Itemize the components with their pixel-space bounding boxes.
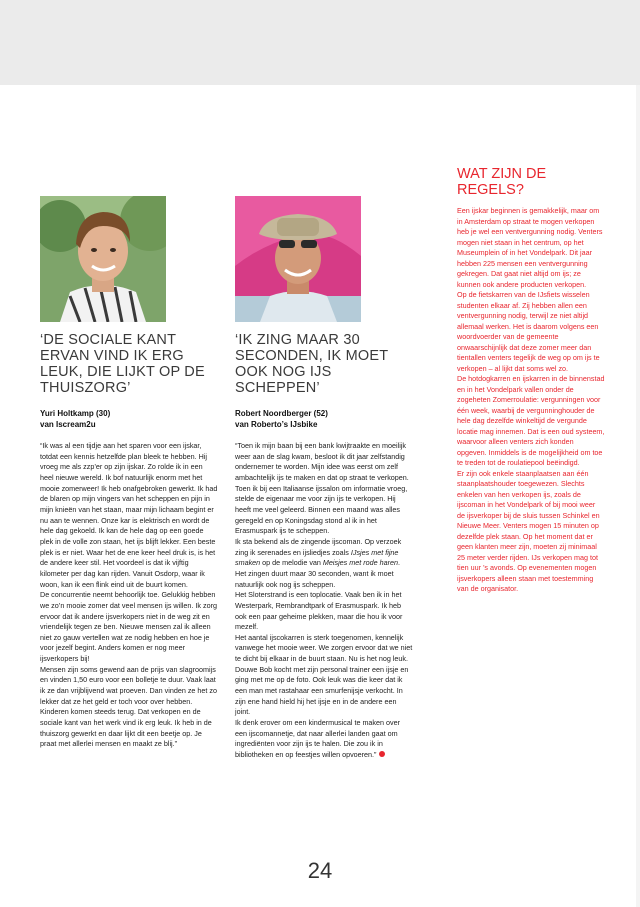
body-paragraph: De concurrentie neemt behoorlijk toe. Gelukkig hebben we zo’n mooie zomer dat veel mensen ijs willen. Ik zorg ervoor dat ik andere ijsverkopers niet in de weg zit en vriendelijk tegen ze ben. Nieuwe mensen zal ik alleen niet zo gauw vertellen wat ze nodig hebben en hoe je voor jezelf begint. Anders komen er nog meer ijsverkopers bij!	[40, 590, 217, 664]
body-paragraph: Mensen zijn soms gewend aan de prijs van slagroomijs en vinden 1,50 euro voor een bolletje te duur. Vaak laat ik ze dan vrijblijvend wat proeven. Dan vinden ze het zo lekker dat ze het geld er toch voor over hebben. Kinderen komen steeds terug. Dat verkopen en de sociale kant van het werk vind ik erg leuk. Ik heb in de thuiszorg gewerkt en daar lijkt dit een beetje op. Je praat met allerlei mensen en maakt ze blij.”	[40, 664, 217, 749]
song-title: Meisjes met rode haren	[322, 558, 399, 568]
pull-quote-robert: ‘IK ZING MAAR 30 SECONDEN, IK MOET OOK NOG IJS SCHEPPEN’	[235, 332, 388, 396]
sidebar-paragraph: Een ijskar beginnen is gemakkelijk, maar om in Amsterdam op straat te mogen verkopen heb je wel een ventvergunning nodig. Venters mogen niet staan in het centrum, op het Museumplein of in het Vondelpark. Dit jaar hebben 225 mensen een ventvergunning gekregen. Dat gaat niet altijd om ijs; ze kunnen ook andere producten verkopen.	[457, 206, 603, 289]
body-paragraph: Het Sloterstrand is een toplocatie. Vaak ben ik in het Westerpark, Rembrandtpark of Erasmuspark. Ik heb ook een paar geheime plekken, maar die hou ik voor mezelf.	[235, 590, 403, 632]
byline-name: Robert Noordberger (52)	[235, 409, 328, 418]
portrait-photo-yuri	[40, 196, 166, 322]
article-body-robert	[235, 441, 413, 761]
page-number: 24	[307, 858, 333, 883]
sidebar-paragraph: De hotdogkarren en ijskarren in de binnenstad en in het Vondelpark vallen onder de zogeheten Zomerroulatie: vergunningen voor één week, waarbij de vergunninghouder de hele dag dezelfde winkeltijd de vergunde locatie mag innemen. Dat is een oud systeem, waarvoor alleen venters zich konden opgeven. Inmiddels is de mogelijkheid om toe te treden tot de roulatiepool beëindigd.	[457, 374, 605, 467]
byline-yuri	[40, 408, 220, 430]
body-text-segment: op de melodie van	[260, 558, 323, 568]
sidebar-heading: WAT ZIJN DE REGELS?	[457, 166, 547, 198]
body-paragraph	[235, 537, 413, 590]
page-edge	[636, 85, 640, 907]
body-text-segment: Ik denk erover om een kindermusical te maken over een ijscomannetje, dat naar allerlei landen gaat om ingrediënten voor zijn ijs te halen. Die zou ik in bibliotheken en op feestjes willen opvoeren.”	[235, 718, 400, 760]
byline-name: Yuri Holtkamp (30)	[40, 409, 111, 418]
pull-quote-yuri: ‘DE SOCIALE KANT ERVAN VIND IK ERG LEUK, DIE LIJKT OP DE THUISZORG’	[40, 332, 205, 396]
portrait-photo-robert	[235, 196, 361, 322]
top-bar	[0, 0, 640, 85]
body-paragraph: Het aantal ijscokarren is sterk toegenomen, kennelijk vanwege het mooie weer. We zorgen ervoor dat we niet te dicht bij elkaar in de buurt staan. Nu is het nog leuk.	[235, 632, 413, 664]
byline-affiliation: van Iscream2u	[40, 420, 96, 429]
body-text-segment: Ik sta bekend als de zingende ijscoman. Op verzoek zing ik serenades en ijsliedjes zoals	[235, 536, 402, 557]
song-title: IJsjes met fijne smaken	[235, 547, 399, 568]
sidebar-paragraph: Er zijn ook enkele staanplaatsen aan één staanplaatshouder toegewezen. Slechts enkelen van hen verkopen ijs, zoals de ijscoman in het Vondelpark of bij mooi weer de ijsverkoper bij de sluis tussen Schinkel en Nieuwe Meer. Venters mogen 15 minuten op dezelfde plek staan. Op het moment dat er geen klanten meer zijn, moeten zij minimaal 25 meter verder rijden. IJs verkopen mag tot tien uur ’s avonds. Op evenementen mogen ijsverkopers alleen staan met toestemming van de organisator.	[457, 468, 600, 593]
body-paragraph: “Toen ik mijn baan bij een bank kwijtraakte en moeilijk weer aan de slag kwam, besloot ik dit jaar zelfstandig ondernemer te worden. Mijn idee was eerst om zelf ambachtelijk ijs te maken en dat op straat te verkopen. Toen ik bij een Italiaanse ijssalon om informatie vroeg, stelde de eigenaar me voor zijn ijs te verkopen. Hij heeft me veel geleerd. Binnen een maand was alles geregeld en op Koningsdag stond al ik in het Erasmuspark ijs te scheppen.	[235, 441, 409, 536]
body-paragraph: “Ik was al een tijdje aan het sparen voor een ijskar, totdat een kennis hetzelfde plan bleek te hebben. Hij vroeg me als zzp’er op zijn ijskar. Zo rolde ik in een heel nieuwe wereld. Ik bof natuurlijk enorm met het mooie zomerweer! Ik heb onafgebroken gewerkt. Ik had de blaren op mijn vingers van het scheppen en pijn in mijn knieën van het staan, maar mijn lichaam begint er nu aan te wennen. Onze kar is elektrisch en wordt de hele dag gekoeld. Ik kan de hele dag op een goede plek in de volle zon staan, het ijs blijft lekker. Een beste plek is er niet. Waar het de ene keer heel druk is, is het de andere keer stil. Het voordeel is dat ik vijftig kilometer per dag kan rijden. Vanuit Osdorp, waar ik woon, kan ik een flink eind uit de buurt komen.	[40, 441, 218, 589]
body-text-segment: . Het zingen duurt maar 30 seconden, want ik moet natuurlijk ook nog ijs scheppen.	[235, 558, 401, 589]
body-paragraph	[235, 718, 413, 761]
byline-robert	[235, 408, 415, 430]
body-paragraph: Douwe Bob kocht met zijn personal trainer een ijsje en ging met me op de foto. Ook leuk was die keer dat ik een man met rastahaar een smurfenijsje verkocht. In zijn ene hand hield hij het ijsje en in de andere een joint.	[235, 664, 409, 717]
sidebar-paragraph: Op de fietskarren van de IJsfiets wisselen studenten elkaar af. Zij hebben allen een ventvergunning nodig, terwijl ze niet altijd allemaal werken. Het is daarom volgens een woordvoerder van de gemeente onwaarschijnlijk dat deze zomer meer dan tientallen venters tegelijk de weg op om ijs te verkopen – al lijkt dat soms wel zo.	[457, 290, 600, 373]
article-body-yuri	[40, 441, 218, 750]
sidebar-body	[457, 206, 605, 595]
end-mark-icon	[379, 751, 385, 757]
byline-affiliation: van Roberto’s IJsbike	[235, 420, 318, 429]
